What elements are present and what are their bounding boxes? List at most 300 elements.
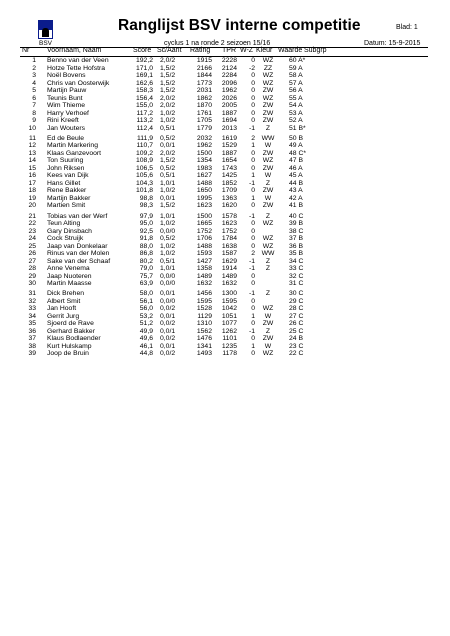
player-name: Sjoerd de Rave [47, 320, 94, 328]
player-waarde-subgrp: 52 A [289, 117, 303, 124]
player-waarde-subgrp: 34 C [289, 257, 304, 265]
player-name: Rini Kreeft [47, 117, 79, 124]
player-score: 97,9 [139, 212, 153, 220]
row-nr: 33 [28, 305, 36, 313]
player-waarde-subgrp: 40 C [289, 212, 304, 220]
player-name: Benno van der Veen [47, 57, 109, 64]
player-wz: 0 [251, 187, 255, 195]
player-waarde-subgrp: 45 A [289, 172, 303, 180]
player-kleur: W [264, 194, 272, 202]
player-tpr: 1529 [221, 142, 237, 150]
player-sc-aant: 1,5/2 [160, 64, 176, 72]
player-sc-aant: 1,0/2 [160, 109, 176, 117]
player-sc-aant: 0,5/2 [160, 134, 176, 142]
player-rating: 1456 [196, 290, 212, 298]
table-row [0, 172, 450, 180]
table-row [0, 350, 450, 358]
player-rating: 1358 [196, 265, 212, 273]
row-nr: 22 [28, 220, 36, 228]
row-nr: 34 [28, 312, 36, 320]
player-score: 88,0 [139, 242, 153, 250]
table-row [0, 273, 450, 281]
player-kleur: WW [261, 250, 275, 258]
player-tpr: 1629 [221, 257, 237, 265]
player-kleur: ZZ [263, 64, 273, 72]
player-waarde-subgrp: 59 A [289, 64, 303, 72]
row-nr: 24 [28, 235, 36, 243]
player-score: 46,1 [139, 342, 153, 350]
player-sc-aant: 1,0/1 [160, 179, 176, 187]
player-rating: 1493 [196, 350, 212, 358]
row-nr: 17 [28, 179, 36, 187]
player-tpr: 1638 [221, 242, 237, 250]
player-rating: 1476 [196, 335, 212, 343]
table-row [0, 187, 450, 195]
player-tpr: 2013 [221, 124, 237, 132]
player-waarde-subgrp: 58 A [289, 72, 303, 79]
player-wz: -1 [248, 257, 255, 265]
player-tpr: 1178 [222, 350, 237, 358]
player-sc-aant: 0,0/2 [160, 305, 176, 313]
player-name: Jaap Nuoteren [47, 272, 92, 280]
col-header-rating: Rating [190, 47, 211, 54]
player-waarde-subgrp: 50 B [289, 134, 303, 142]
player-waarde-subgrp: 60 A* [289, 57, 306, 64]
player-rating: 1129 [197, 312, 212, 320]
player-tpr: 2026 [221, 94, 237, 102]
player-tpr: 1914 [221, 265, 237, 273]
player-kleur: ZW [262, 335, 274, 343]
player-wz: 0 [251, 57, 255, 64]
player-sc-aant: 1,5/2 [160, 72, 176, 79]
player-wz: 0 [251, 72, 255, 79]
table-row [0, 202, 450, 210]
player-score: 169,1 [135, 72, 153, 79]
player-kleur: WW [261, 134, 275, 142]
player-score: 49,6 [139, 335, 153, 343]
player-waarde-subgrp: 37 B [289, 235, 303, 243]
player-name: Hotze Tette Hofstra [47, 64, 106, 72]
player-sc-aant: 1,0/1 [160, 212, 176, 220]
row-nr: 37 [28, 335, 36, 343]
player-score: 80,2 [139, 257, 153, 265]
player-sc-aant: 0,0/2 [160, 350, 176, 358]
table-row [0, 313, 450, 321]
player-sc-aant: 0,0/2 [160, 335, 176, 343]
player-name: Teunis Bunt [47, 94, 83, 102]
player-waarde-subgrp: 41 B [289, 202, 303, 210]
player-wz: 1 [251, 172, 255, 180]
player-wz: 1 [251, 142, 255, 150]
player-name: Kurt Hulskamp [47, 342, 92, 350]
player-tpr: 1852 [221, 179, 237, 187]
player-name: Gerhard Bakker [47, 327, 95, 335]
player-wz: -1 [248, 179, 255, 187]
table-row [0, 117, 450, 125]
player-sc-aant: 0,5/1 [160, 257, 176, 265]
player-kleur: Z [265, 290, 271, 298]
player-wz: 0 [251, 320, 255, 328]
table-row [0, 298, 450, 306]
player-wz: 1 [251, 312, 255, 320]
player-tpr: 1887 [221, 109, 237, 117]
player-score: 156,4 [135, 94, 153, 102]
player-wz: 0 [251, 350, 255, 358]
table-row [0, 235, 450, 243]
player-rating: 1528 [196, 305, 212, 313]
player-kleur: WZ [262, 157, 274, 165]
player-waarde-subgrp: 38 C [289, 227, 304, 235]
player-wz: 0 [251, 227, 255, 235]
table-row [0, 80, 450, 88]
round-info: cyclus 1 na ronde 2 seizoen 15/16 [164, 40, 271, 47]
table-row [0, 320, 450, 328]
player-name: Martin Markering [47, 142, 98, 150]
player-kleur: ZW [262, 202, 274, 210]
player-score: 98,8 [139, 194, 153, 202]
player-tpr: 1752 [221, 227, 237, 235]
player-tpr: 1363 [221, 194, 237, 202]
player-sc-aant: 1,5/2 [160, 87, 176, 94]
player-score: 95,0 [139, 220, 153, 228]
player-wz: 0 [251, 94, 255, 102]
player-score: 158,3 [135, 87, 153, 94]
row-nr: 1 [32, 57, 36, 64]
player-kleur: ZW [262, 109, 274, 117]
player-kleur: Z [265, 124, 271, 132]
player-name: Sake van der Schaaf [47, 257, 111, 265]
col-header-sc-aant: Sc/Aant [157, 47, 182, 54]
player-wz: 0 [251, 235, 255, 243]
player-name: Martijn Pauw [47, 87, 87, 94]
table-row [0, 220, 450, 228]
player-waarde-subgrp: 24 B [289, 335, 303, 343]
player-tpr: 1784 [221, 235, 237, 243]
player-name: Teun Alting [47, 220, 81, 228]
row-nr: 36 [28, 327, 36, 335]
row-nr: 28 [28, 265, 36, 273]
player-sc-aant: 2,0/2 [160, 57, 176, 64]
player-waarde-subgrp: 32 C [289, 272, 304, 280]
player-sc-aant: 1,5/2 [160, 79, 176, 87]
player-kleur: Z [265, 179, 271, 187]
player-wz: 0 [251, 305, 255, 313]
table-row [0, 305, 450, 313]
player-score: 192,2 [135, 57, 153, 64]
player-sc-aant: 0,0/2 [160, 320, 176, 328]
player-wz: 1 [251, 342, 255, 350]
player-tpr: 1051 [221, 312, 237, 320]
player-name: Dick Brehen [47, 290, 85, 298]
player-tpr: 1489 [221, 272, 237, 280]
player-wz: -1 [248, 265, 255, 273]
player-rating: 1623 [196, 202, 212, 210]
player-kleur: WZ [262, 220, 274, 228]
player-waarde-subgrp: 22 C [289, 350, 304, 358]
player-tpr: 1578 [221, 212, 237, 220]
player-score: 117,2 [136, 109, 153, 117]
club-abbr: BSV [39, 40, 53, 47]
player-kleur: W [264, 342, 272, 350]
player-name: Gary Dinsbach [47, 227, 92, 235]
player-waarde-subgrp: 51 B* [289, 124, 306, 132]
player-wz: 0 [251, 157, 255, 165]
row-nr: 39 [28, 350, 36, 358]
print-date: Datum: 15-9-2015 [364, 40, 421, 47]
player-kleur: Z [265, 265, 271, 273]
row-nr: 25 [28, 242, 36, 250]
player-kleur: W [264, 312, 272, 320]
player-rating: 1488 [196, 242, 212, 250]
player-wz: 0 [251, 280, 255, 288]
player-tpr: 2124 [221, 64, 237, 72]
player-waarde-subgrp: 29 C [289, 297, 304, 305]
table-row [0, 95, 450, 103]
player-sc-aant: 0,0/0 [160, 272, 176, 280]
player-score: 171,0 [135, 64, 153, 72]
player-score: 108,9 [135, 157, 153, 165]
player-wz: -1 [248, 290, 255, 298]
player-sc-aant: 1,0/1 [160, 265, 176, 273]
player-name: Gerrit Jurg [47, 312, 80, 320]
player-name: Albert Smit [47, 297, 81, 305]
player-kleur: ZW [262, 117, 274, 124]
player-tpr: 1743 [221, 164, 237, 172]
row-nr: 32 [28, 297, 36, 305]
row-nr: 30 [28, 280, 36, 288]
player-waarde-subgrp: 55 A [289, 94, 303, 102]
player-rating: 1752 [196, 227, 212, 235]
player-tpr: 1300 [221, 290, 237, 298]
player-waarde-subgrp: 25 C [289, 327, 304, 335]
player-waarde-subgrp: 26 C [289, 320, 304, 328]
player-wz: 0 [251, 102, 255, 109]
player-rating: 1705 [196, 117, 212, 124]
player-wz: -1 [248, 124, 255, 132]
col-header-kleur: Kleur [256, 47, 273, 54]
player-waarde-subgrp: 54 A [289, 102, 303, 109]
player-score: 56,0 [139, 305, 153, 313]
player-sc-aant: 1,0/2 [160, 117, 176, 124]
player-score: 109,2 [135, 149, 153, 157]
player-wz: 0 [251, 297, 255, 305]
row-nr: 38 [28, 342, 36, 350]
player-tpr: 1595 [221, 297, 237, 305]
table-row [0, 165, 450, 173]
player-kleur: WZ [262, 79, 274, 87]
row-nr: 14 [28, 157, 36, 165]
player-kleur: Z [265, 212, 271, 220]
player-rating: 1500 [196, 149, 212, 157]
player-rating: 1627 [196, 172, 212, 180]
player-name: Joop de Bruin [47, 350, 89, 358]
player-rating: 1489 [196, 272, 212, 280]
player-wz: 0 [251, 335, 255, 343]
player-rating: 2166 [196, 64, 212, 72]
player-sc-aant: 0,0/0 [160, 227, 176, 235]
player-rating: 1862 [196, 94, 212, 102]
row-nr: 27 [28, 257, 36, 265]
player-waarde-subgrp: 23 C [289, 342, 304, 350]
player-waarde-subgrp: 31 C [289, 280, 304, 288]
player-waarde-subgrp: 28 C [289, 305, 304, 313]
row-nr: 31 [28, 290, 36, 298]
player-sc-aant: 0,0/1 [160, 342, 176, 350]
player-sc-aant: 1,0/2 [160, 220, 176, 228]
player-waarde-subgrp: 43 A [289, 187, 303, 195]
player-score: 44,8 [139, 350, 153, 358]
player-rating: 2031 [196, 87, 212, 94]
player-sc-aant: 0,5/2 [160, 164, 176, 172]
player-rating: 1488 [196, 179, 212, 187]
player-rating: 2032 [196, 134, 212, 142]
player-waarde-subgrp: 46 A [289, 164, 303, 172]
table-row [0, 102, 450, 110]
player-sc-aant: 0,5/1 [160, 172, 176, 180]
player-rating: 1310 [196, 320, 212, 328]
player-score: 75,7 [139, 272, 153, 280]
player-tpr: 2096 [221, 79, 237, 87]
player-score: 106,5 [135, 164, 153, 172]
player-rating: 1915 [196, 57, 212, 64]
table-row [0, 228, 450, 236]
player-rating: 1870 [196, 102, 212, 109]
col-header-subgrp: Subgrp [304, 47, 327, 54]
player-wz: -1 [248, 327, 255, 335]
player-tpr: 1620 [221, 202, 237, 210]
player-wz: 0 [251, 220, 255, 228]
player-name: Jan Hooft [47, 305, 77, 313]
player-sc-aant: 0,0/1 [160, 312, 176, 320]
player-name: Martijn Bakker [47, 194, 91, 202]
player-score: 53,2 [139, 312, 153, 320]
player-waarde-subgrp: 44 B [289, 179, 303, 187]
player-kleur: ZW [262, 164, 274, 172]
player-tpr: 2284 [221, 72, 237, 79]
player-name: Cock Struijk [47, 235, 84, 243]
player-waarde-subgrp: 53 A [289, 109, 303, 117]
player-rating: 1632 [196, 280, 212, 288]
player-tpr: 1101 [222, 335, 237, 343]
player-wz: 1 [251, 194, 255, 202]
player-rating: 1341 [196, 342, 212, 350]
player-name: Klaus Bodlaender [47, 335, 101, 343]
player-waarde-subgrp: 42 A [289, 194, 303, 202]
player-rating: 1706 [196, 235, 212, 243]
player-tpr: 1425 [221, 172, 237, 180]
player-score: 110,7 [136, 142, 153, 150]
player-sc-aant: 1,0/2 [160, 187, 176, 195]
player-sc-aant: 1,0/2 [160, 250, 176, 258]
player-sc-aant: 0,0/1 [160, 327, 176, 335]
player-kleur: Z [265, 327, 271, 335]
player-wz: 0 [251, 242, 255, 250]
player-kleur: ZW [262, 187, 274, 195]
player-score: 51,2 [139, 320, 153, 328]
table-row [0, 243, 450, 251]
table-row [0, 213, 450, 221]
player-wz: 0 [251, 202, 255, 210]
player-rating: 1593 [196, 250, 212, 258]
player-rating: 1354 [196, 157, 212, 165]
table-row [0, 110, 450, 118]
player-wz: -1 [248, 212, 255, 220]
row-nr: 12 [28, 142, 36, 150]
player-waarde-subgrp: 48 C* [289, 149, 307, 157]
player-wz: 0 [251, 164, 255, 172]
row-nr: 19 [28, 194, 36, 202]
player-score: 91,8 [139, 235, 153, 243]
player-sc-aant: 1,5/2 [160, 157, 176, 165]
player-sc-aant: 2,0/2 [160, 94, 176, 102]
player-tpr: 1262 [221, 327, 237, 335]
row-nr: 18 [28, 187, 36, 195]
player-tpr: 1077 [221, 320, 237, 328]
player-sc-aant: 0,0/0 [160, 280, 176, 288]
player-waarde-subgrp: 33 C [289, 265, 304, 273]
player-kleur: ZW [262, 149, 274, 157]
player-sc-aant: 2,0/2 [160, 149, 176, 157]
player-tpr: 1587 [221, 250, 237, 258]
player-score: 79,0 [139, 265, 153, 273]
player-kleur: WZ [262, 350, 274, 358]
player-sc-aant: 0,0/1 [160, 290, 176, 298]
col-header-name: Voornaam, Naam [47, 47, 102, 54]
table-row [0, 265, 450, 273]
player-name: Martien Smit [47, 202, 86, 210]
player-score: 113,2 [136, 117, 153, 124]
row-nr: 4 [32, 79, 36, 87]
player-name: Anne Venema [47, 265, 90, 273]
player-kleur: WZ [262, 57, 274, 64]
player-wz: 2 [251, 250, 255, 258]
player-kleur: ZW [262, 102, 274, 109]
player-tpr: 1235 [221, 342, 237, 350]
player-score: 111,9 [137, 134, 153, 142]
player-tpr: 1694 [221, 117, 237, 124]
col-header-wz: W-Z [240, 47, 254, 54]
player-sc-aant: 0,5/2 [160, 235, 176, 243]
player-name: Rinus van der Molen [47, 250, 110, 258]
player-name: Tobias van der Werf [47, 212, 108, 220]
player-rating: 1761 [196, 109, 212, 117]
player-score: 105,6 [135, 172, 153, 180]
col-header-tpr: TPR [222, 47, 236, 54]
player-waarde-subgrp: 49 A [289, 142, 303, 150]
player-rating: 1779 [196, 124, 212, 132]
table-row [0, 180, 450, 188]
player-rating: 1983 [196, 164, 212, 172]
table-row [0, 142, 450, 150]
player-wz: 0 [251, 117, 255, 124]
row-nr: 26 [28, 250, 36, 258]
row-nr: 11 [28, 134, 36, 142]
player-kleur: WZ [262, 242, 274, 250]
player-sc-aant: 1,0/2 [160, 242, 176, 250]
player-rating: 1427 [196, 257, 212, 265]
player-tpr: 2005 [221, 102, 237, 109]
player-score: 155,0 [135, 102, 153, 109]
table-row [0, 135, 450, 143]
col-header-waarde: Waarde [278, 47, 303, 54]
row-nr: 3 [32, 72, 36, 79]
player-name: Jaap van Donkelaar [47, 242, 108, 250]
player-name: Kees van Dijk [47, 172, 89, 180]
row-nr: 10 [28, 124, 36, 132]
player-sc-aant: 0,0/1 [160, 142, 176, 150]
table-row [0, 328, 450, 336]
player-rating: 1595 [196, 297, 212, 305]
